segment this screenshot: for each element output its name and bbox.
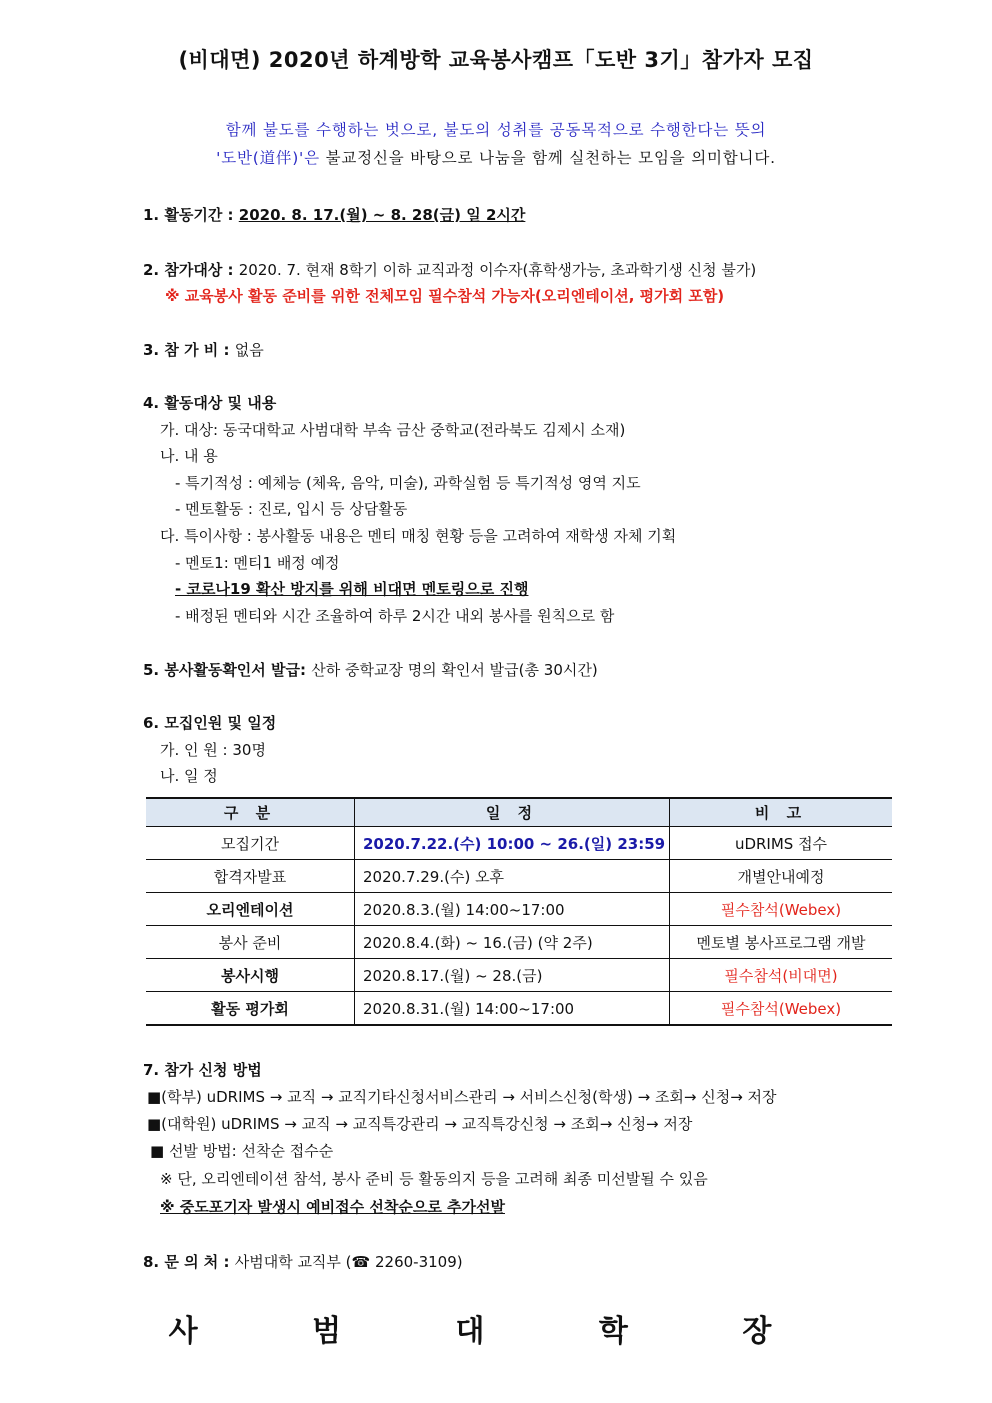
activity-item-mentoring: - 멘토활동 : 진로, 입시 등 상담활동 bbox=[175, 500, 408, 518]
row-date: 2020.7.22.(수) 10:00 ~ 26.(일) 23:59 bbox=[355, 827, 670, 860]
section-contact bbox=[143, 1251, 463, 1272]
period-value: 2020. 8. 17.(월) ~ 8. 28(금) 일 2시간 bbox=[238, 206, 526, 224]
period-label: 1. 활동기간 : bbox=[143, 206, 239, 224]
activity-item-special-aptitude: - 특기적성 : 예체능 (체육, 음악, 미술), 과학실험 등 특기적성 영역 지도 bbox=[175, 474, 641, 492]
activity-special-notes: 다. 특이사항 : 봉사활동 내용은 멘티 매칭 현황 등을 고려하여 재학생 자체 기획 bbox=[160, 527, 677, 545]
row-item: 합격자발표 bbox=[146, 860, 355, 893]
recruitment-schedule-label: 나. 일 정 bbox=[160, 767, 218, 785]
eligibility-label: 2. 참가대상 : bbox=[143, 261, 239, 279]
header-schedule: 일 정 bbox=[355, 798, 670, 827]
row-note: 필수참석(비대면) bbox=[670, 959, 893, 992]
contact-label: 8. 문 의 처 : bbox=[143, 1253, 235, 1271]
section-application-heading: 7. 참가 신청 방법 bbox=[143, 1061, 262, 1079]
application-grad: ■(대학원) uDRIMS → 교직 → 교직특강관리 → 교직특강신청 → 조회→ 신청→ 저장 bbox=[147, 1115, 693, 1133]
table-row bbox=[146, 926, 892, 959]
row-item: 오리엔테이션 bbox=[146, 893, 355, 926]
row-note: 필수참석(Webex) bbox=[670, 893, 893, 926]
eligibility-note: ※ 교육봉사 활동 준비를 위한 전체모임 필수참석 가능자(오리엔테이션, 평가회 포함) bbox=[165, 287, 725, 305]
header-category: 구 분 bbox=[146, 798, 355, 827]
intro-line-1: 함께 불도를 수행하는 벗으로, 불도의 성취를 공동목적으로 수행한다는 뜻의 bbox=[225, 121, 767, 139]
section-certificate bbox=[143, 659, 598, 680]
table-row bbox=[146, 860, 892, 893]
activity-item-mentor-ratio: - 멘토1: 멘티1 배정 예정 bbox=[175, 554, 340, 572]
table-row bbox=[146, 959, 892, 992]
intro-rest: 불교정신을 바탕으로 나눔을 함께 실천하는 모임을 의미합니다. bbox=[319, 149, 776, 167]
schedule-header-row bbox=[146, 798, 892, 827]
row-date: 2020.8.31.(월) 14:00~17:00 bbox=[355, 992, 670, 1026]
certificate-value: 산하 중학교장 명의 확인서 발급(총 30시간) bbox=[311, 661, 598, 679]
application-note-1: ※ 단, 오리엔테이션 참석, 봉사 준비 등 활동의지 등을 고려해 최종 미선발될 수 있음 bbox=[160, 1170, 708, 1188]
schedule-table bbox=[146, 797, 892, 1026]
activity-content-label: 나. 내 용 bbox=[160, 447, 218, 465]
row-item: 모집기간 bbox=[146, 827, 355, 860]
section-recruitment-heading: 6. 모집인원 및 일정 bbox=[143, 714, 277, 732]
row-date: 2020.8.4.(화) ~ 16.(금) (약 2주) bbox=[355, 926, 670, 959]
table-row bbox=[146, 992, 892, 1026]
application-selection: ■ 선발 방법: 선착순 접수순 bbox=[150, 1142, 334, 1160]
table-row bbox=[146, 827, 892, 860]
row-note: 개별안내예정 bbox=[670, 860, 893, 893]
section-period bbox=[143, 204, 525, 225]
page-title: (비대면) 2020년 하계방학 교육봉사캠프「도반 3기」참가자 모집 bbox=[178, 48, 814, 72]
table-row bbox=[146, 893, 892, 926]
fee-value: 없음 bbox=[234, 341, 264, 359]
contact-value: 사범대학 교직부 (☎ 2260-3109) bbox=[234, 1253, 463, 1271]
activity-item-hours: - 배정된 멘티와 시간 조율하여 하루 2시간 내외 봉사를 원칙으로 함 bbox=[175, 607, 615, 625]
row-note: uDRIMS 접수 bbox=[670, 827, 893, 860]
section-fee bbox=[143, 339, 264, 360]
row-note: 멘토별 봉사프로그램 개발 bbox=[670, 926, 893, 959]
activity-target: 가. 대상: 동국대학교 사범대학 부속 금산 중학교(전라북도 김제시 소재) bbox=[160, 421, 626, 439]
application-note-2: ※ 중도포기자 발생시 예비접수 선착순으로 추가선발 bbox=[160, 1198, 505, 1216]
row-date: 2020.8.17.(월) ~ 28.(금) bbox=[355, 959, 670, 992]
section-eligibility bbox=[143, 259, 756, 280]
fee-label: 3. 참 가 비 : bbox=[143, 341, 235, 359]
intro-line-2 bbox=[0, 146, 992, 168]
row-item: 봉사 준비 bbox=[146, 926, 355, 959]
certificate-label: 5. 봉사활동확인서 발급: bbox=[143, 661, 312, 679]
activity-item-online: - 코로나19 확산 방지를 위해 비대면 멘토링으로 진행 bbox=[175, 580, 529, 598]
header-remarks: 비 고 bbox=[670, 798, 893, 827]
signature: 사 범 대 학 장 bbox=[168, 1314, 824, 1349]
application-undergrad: ■(학부) uDRIMS → 교직 → 교직기타신청서비스관리 → 서비스신청(학생) → 조회→ 신청→ 저장 bbox=[147, 1088, 777, 1106]
row-item: 활동 평가회 bbox=[146, 992, 355, 1026]
row-note: 필수참석(Webex) bbox=[670, 992, 893, 1026]
recruitment-count: 가. 인 원 : 30명 bbox=[160, 741, 266, 759]
intro-term: '도반(道伴)'은 bbox=[216, 149, 320, 167]
row-date: 2020.7.29.(수) 오후 bbox=[355, 860, 670, 893]
section-activity-heading: 4. 활동대상 및 내용 bbox=[143, 394, 277, 412]
eligibility-value: 2020. 7. 현재 8학기 이하 교직과정 이수자(휴학생가능, 초과학기생 신청 불가) bbox=[238, 261, 757, 279]
row-item: 봉사시행 bbox=[146, 959, 355, 992]
row-date: 2020.8.3.(월) 14:00~17:00 bbox=[355, 893, 670, 926]
